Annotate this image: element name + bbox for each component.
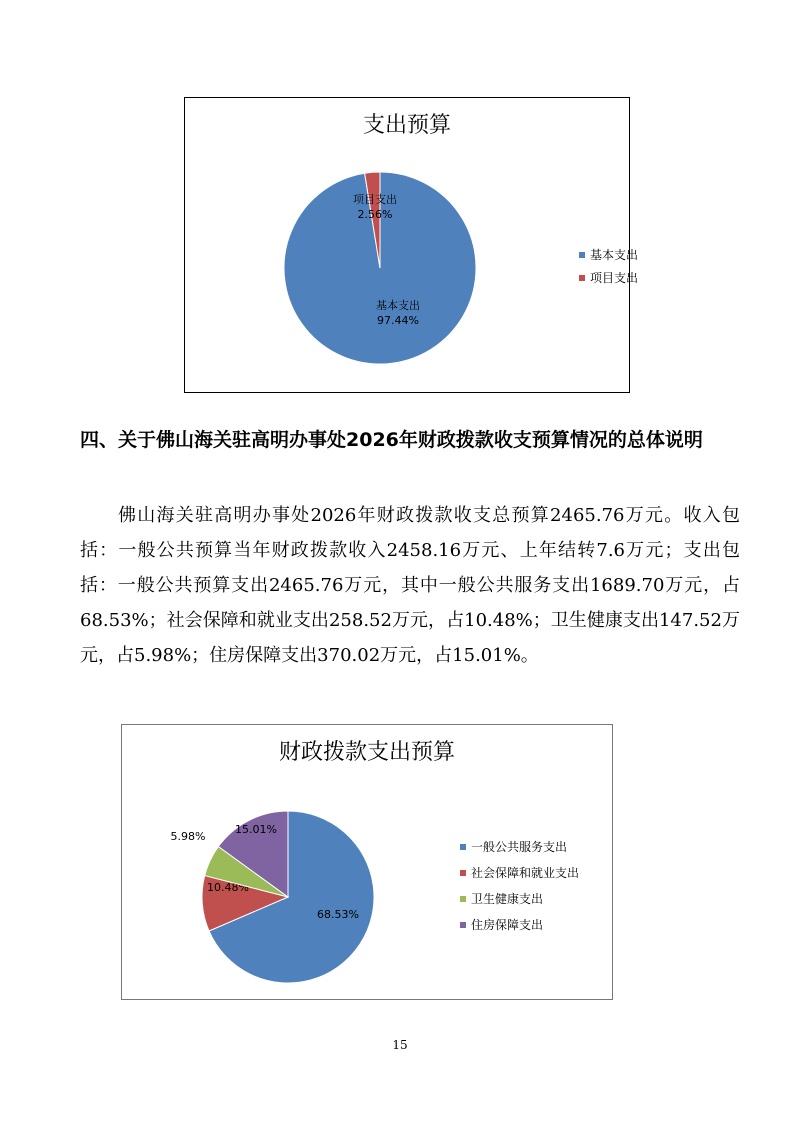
page-number: 15 [392,1038,408,1052]
slice-label: 97.44% [377,314,419,327]
pie-chart-svg [185,98,639,394]
legend-label: 一般公共服务支出 [471,840,568,854]
slice-label: 5.98% [170,830,206,843]
section-heading: 四、关于佛山海关驻高明办事处2026年财政拨款收支预算情况的总体说明 [80,429,703,451]
slice-label: 15.01% [235,823,277,836]
legend-label: 基本支出 [590,248,639,262]
chart-title: 财政拨款支出预算 [278,740,455,765]
expenditure-budget-chart [184,97,639,393]
legend-swatch [579,252,585,258]
slice-label: 项目支出 [353,193,397,206]
pie-chart-svg [122,725,614,1001]
legend-swatch [579,275,585,281]
legend-swatch [460,896,466,902]
legend-label: 项目支出 [590,271,639,285]
legend-swatch [460,870,466,876]
chart-title: 支出预算 [362,113,451,138]
body-paragraph: 佛山海关驻高明办事处2026年财政拨款收支总预算2465.76万元。收入包括：一般公共预算当年财政拨款收入2458.16万元、上年结转7.6万元；支出包括：一般公共预算支出2465.76万元，其中一般公共服务支出1689.70万元，占68.53%；社会保障和就业支出258.52万元，占10.48%；卫生健康支出147.52万元，占5.98%；住房保障支出370.02万元，占15.01%。 [80,505,740,666]
legend-label: 住房保障支出 [471,918,544,932]
slice-label: 68.53% [317,908,359,921]
fiscal-expenditure-budget-chart [121,724,613,1000]
legend-label: 卫生健康支出 [471,892,544,906]
legend-swatch [460,844,466,850]
slice-label: 基本支出 [376,299,420,312]
slice-label: 2.56% [357,208,393,221]
legend-label: 社会保障和就业支出 [471,866,580,880]
legend-swatch [460,922,466,928]
slice-label: 10.48% [207,881,249,894]
